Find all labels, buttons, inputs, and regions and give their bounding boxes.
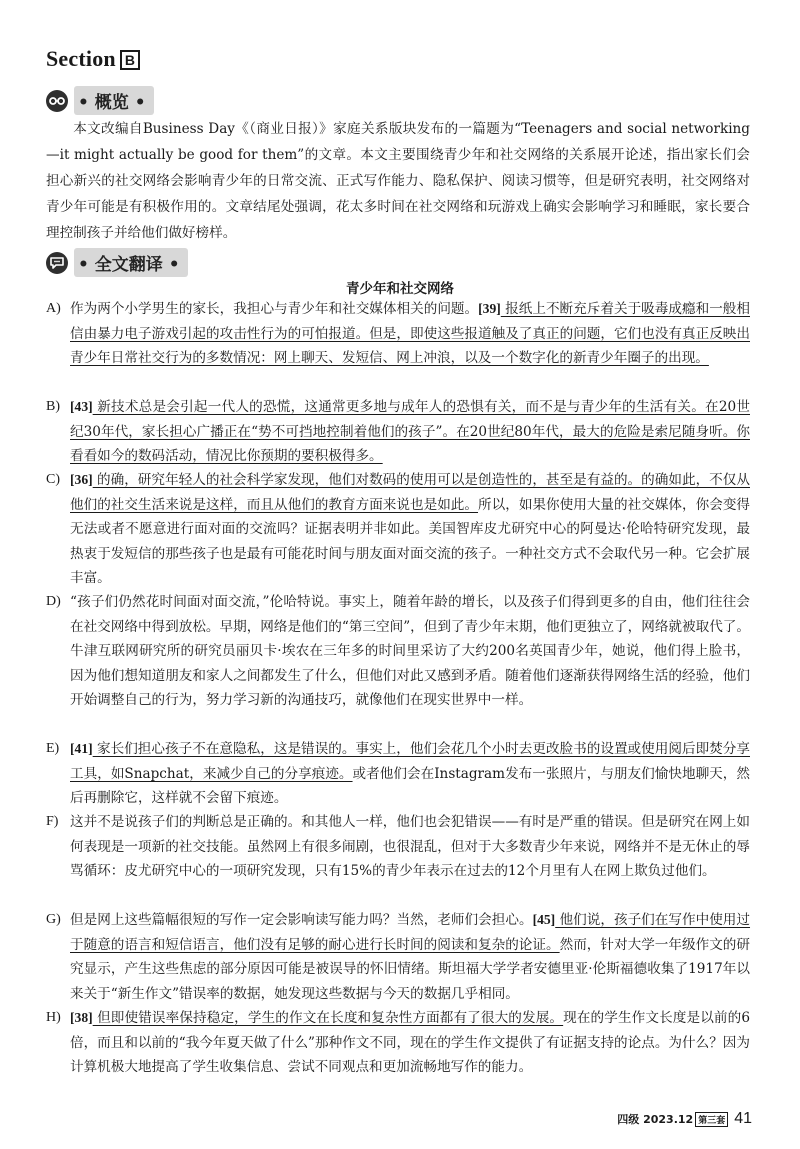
paragraph-a <box>46 297 750 371</box>
paragraph-h <box>46 1006 750 1080</box>
paragraph-text-rest: 所以，如果你使用大量的社交媒体，你会变得无法或者不愿意进行面对面的交流吗？证据表明并非如此。美国智库皮尤研究中心的阿曼达·伦哈特研究发现，最热衷于发短信的那些孩子也是最有可能花时间与朋友面对面交流的孩子。一种社交方式不会取代另一种。它会扩展丰富。 <box>70 496 751 586</box>
translation-heading <box>46 248 188 277</box>
paragraph-mark: H) <box>46 1010 61 1025</box>
underlined-answer: 他们说，孩子们在写作中使用过于随意的语言和短信语言，他们没有足够的耐心进行长时间的阅读和复杂的论证。 <box>70 912 751 953</box>
underlined-answer: 家长们担心孩子不在意隐私，这是错误的。事实上，他们会花几个小时去更改脸书的设置或使用阅后即焚分享工具，如Snapchat，来减少自己的分享痕迹。 <box>70 741 750 782</box>
chat-bubble-icon <box>46 252 68 274</box>
paragraph-e <box>46 737 750 811</box>
paragraph-f <box>46 810 750 884</box>
paragraph-text: 作为两个小学男生的家长，我担心与青少年和社交媒体相关的问题。 <box>70 301 479 317</box>
paragraph-text: “孩子们仍然花时间面对面交流，”伦哈特说。事实上，随着年龄的增长，以及孩子们得到更多的自由，他们往往会在社交网络中得到放松。早期，网络是他们的“第三空间”，但到了青少年末期，他们更独立了，网络就被取代了。牛津互联网研究所的研究员丽贝卡·埃农在三年多的时间里采访了大约200名英国青少年，她说，他们得上脸书，因为他们想知道朋友和家人之间都发生了什么，但他们对此又感到矛盾。随着他们逐渐获得网络生活的经验，他们开始调整自己的行为，努力学习新的沟通技巧，就像他们在现实世界中一样。 <box>70 594 750 708</box>
paragraph-text: 这并不是说孩子们的判断总是正确的。和其他人一样，他们也会犯错误——有时是严重的错误。但是研究在网上如何表现是一项新的社交技能。虽然网上有很多闹剧，也很混乱，但对于大多数青少年来说，网络并不是无休止的辱骂循环：皮尤研究中心的一项研究发现，只有15%的青少年表示在过去的12个月里有人在网上欺负过他们。 <box>70 814 750 879</box>
overview-heading <box>46 86 154 115</box>
issue-tag: 第三套 <box>695 1112 728 1127</box>
translation-heading-label: • 全文翻译 • <box>78 255 180 275</box>
paragraph-text-rest: 现在的学生作文长度是以前的6倍，而且和以前的“我今年夏天做了什么”那种作文不同，现在的学生作文提供了有证据支持的论点。为什么？因为计算机极大地提高了学生收集信息、尝试不同观点和更加流畅地写作的能力。 <box>70 1010 750 1075</box>
issue-label: 四级 2023.12 第三套 <box>617 1111 728 1127</box>
question-number: [41] <box>70 741 93 756</box>
question-number: [45] <box>532 912 556 927</box>
paragraph-b <box>46 395 750 469</box>
paragraph-mark: G) <box>46 912 61 927</box>
underlined-answer: 但即使错误率保持稳定，学生的作文在长度和复杂性方面都有了很大的发展。 <box>92 1010 564 1026</box>
paragraph-g <box>46 908 750 1006</box>
paragraph-mark: F) <box>46 814 59 829</box>
paragraph-mark: C) <box>46 472 60 487</box>
overview-text: 本文改编自Business Day《（商业日报）》家庭关系版块发布的一篇题为“Teenagers and social networking—it might actually be good for them”的文章。本文主要围绕青少年和社交网络的关系展开论述，指出家长们会担心新兴的社交网络会影响青少年的日常交流、正式写作能力、隐私保护、阅读习惯等，但是研究表明，社交网络对青少年可能是有积极作用的。文章结尾处强调，花太多时间在社交网络和玩游戏上确实会影响学习和睡眠，家长要合理控制孩子并给他们做好榜样。 <box>46 121 750 241</box>
section-letter: B <box>120 50 140 70</box>
section-title <box>46 46 140 72</box>
underlined-answer: 的确，研究年轻人的社会科学家发现，他们对数码的使用可以是创造性的，甚至是有益的。的确如此，不仅从他们的社交生活来说是这样，而且从他们的教育方面来说也是如此。 <box>70 472 750 513</box>
underlined-answer: 新技术总是会引起一代人的恐慌，这通常更多地与成年人的恐惧有关，而不是与青少年的生活有关。在20世纪30年代，家长担心广播正在“势不可挡地控制着他们的孩子”。在20世纪80年代，最大的危险是索尼随身听。你看看如今的数码活动，情况比你预期的要积极得多。 <box>70 399 750 464</box>
paragraph-text: 但是网上这些篇幅很短的写作一定会影响读写能力吗？当然，老师们会担心。 <box>70 912 533 928</box>
article-title: 青少年和社交网络 <box>346 281 454 297</box>
paragraph-mark: B) <box>46 399 60 414</box>
page-footer <box>617 1110 752 1128</box>
underlined-answer: 报纸上不断充斥着关于吸毒成瘾和一般相信由暴力电子游戏引起的攻击性行为的可怕报道。但是，即使这些报道触及了真正的问题，它们也没有真正反映出青少年日常社交行为的多数情况：网上聊天、发短信、网上冲浪，以及一个数字化的新青少年圈子的出现。 <box>70 301 750 366</box>
section-word: Section <box>46 46 116 71</box>
paragraph-mark: E) <box>46 741 60 756</box>
question-number: [38] <box>70 1010 93 1025</box>
glasses-icon <box>46 90 68 112</box>
question-number: [39] <box>478 301 501 316</box>
paragraph-c <box>46 468 750 591</box>
paragraph-d <box>46 590 750 713</box>
question-number: [36] <box>70 472 93 487</box>
overview-heading-label: • 概览 • <box>78 93 146 113</box>
paragraph-mark: D) <box>46 594 61 609</box>
paragraph-mark: A) <box>46 301 61 316</box>
question-number: [43] <box>70 399 93 414</box>
page-number: 41 <box>734 1110 752 1127</box>
paragraph-text-rest: 或者他们会在Instagram发布一张照片，与朋友们愉快地聊天，然后再删除它，这样就不会留下痕迹。 <box>70 765 750 806</box>
paragraph-text-rest: 然而，针对大学一年级作文的研究显示，产生这些焦虑的部分原因可能是被误导的怀旧情绪。斯坦福大学学者安德里亚·伦斯福德收集了1917年以来关于“新生作文”错误率的数据，她发现这些数据与今天的数据几乎相同。 <box>70 936 751 1002</box>
